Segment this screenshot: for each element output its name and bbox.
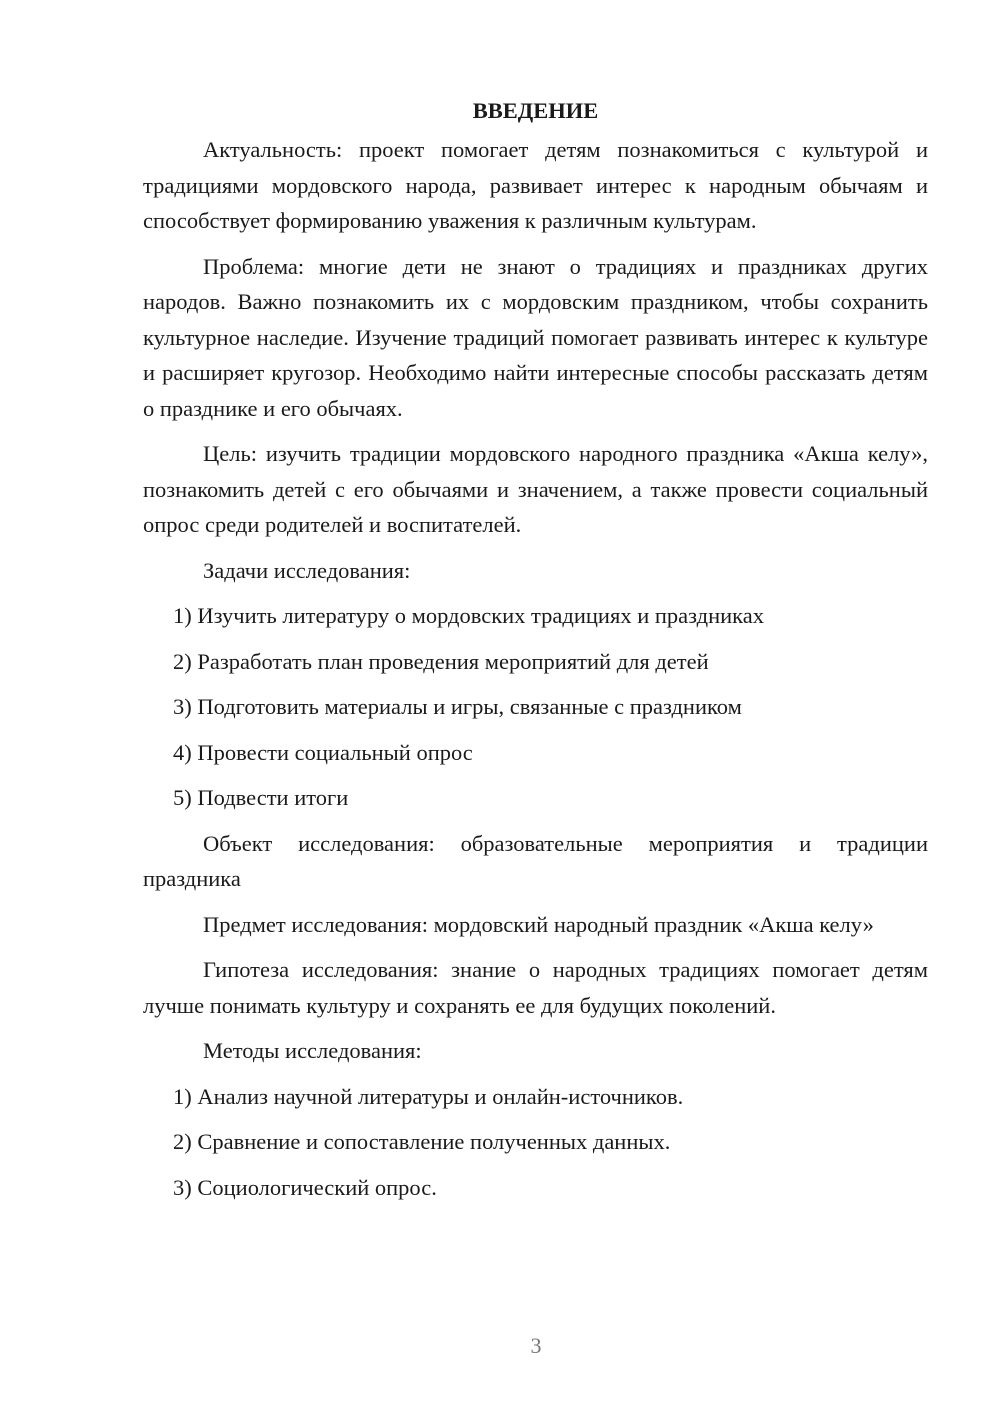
tasks-list: [143, 598, 928, 816]
list-item: 3) Подготовить материалы и игры, связанные с праздником: [173, 694, 742, 719]
hypothesis-paragraph: Гипотеза исследования: знание о народных традициях помогает детям лучше понимать культуру и сохранять ее для будущих поколений.: [143, 957, 928, 1018]
list-item: 3) Социологический опрос.: [173, 1174, 437, 1200]
list-item: 5) Подвести итоги: [173, 785, 349, 810]
goal-paragraph: Цель: изучить традиции мордовского народного праздника «Акша келу», познакомить детей с его обычаями и значением, а также провести социальный опрос среди родителей и воспитателей.: [143, 441, 928, 537]
page-number: 3: [530, 1333, 542, 1358]
tasks-title: Задачи исследования:: [203, 557, 411, 583]
page-content: [143, 93, 928, 1215]
subject-paragraph: Предмет исследования: мордовский народный праздник «Акша келу»: [203, 911, 874, 937]
section-heading: ВВЕДЕНИЕ: [472, 98, 599, 123]
list-item: 2) Сравнение и сопоставление полученных данных.: [173, 1129, 671, 1154]
relevance-paragraph: Актуальность: проект помогает детям познакомиться с культурой и традициями мордовского народа, развивает интерес к народным обычаям и способствует формированию уважения к различным культурам.: [143, 137, 928, 233]
problem-paragraph: Проблема: многие дети не знают о традициях и праздниках других народов. Важно познакомить их с мордовским праздником, чтобы сохранить культурное наследие. Изучение традиций помогает развивать интерес к культуре и расширяет кругозор. Необходимо найти интересные способы рассказать детям о празднике и его обычаях.: [143, 253, 928, 421]
list-item: 1) Анализ научной литературы и онлайн-источников.: [173, 1083, 684, 1109]
object-paragraph: Объект исследования: образовательные мероприятия и традиции праздника: [143, 830, 928, 891]
list-item: 4) Провести социальный опрос: [173, 739, 473, 765]
methods-list: [143, 1079, 928, 1206]
methods-title: Методы исследования:: [203, 1038, 422, 1063]
list-item: 2) Разработать план проведения мероприятий для детей: [173, 648, 709, 674]
list-item: 1) Изучить литературу о мордовских традициях и праздниках: [173, 603, 764, 628]
